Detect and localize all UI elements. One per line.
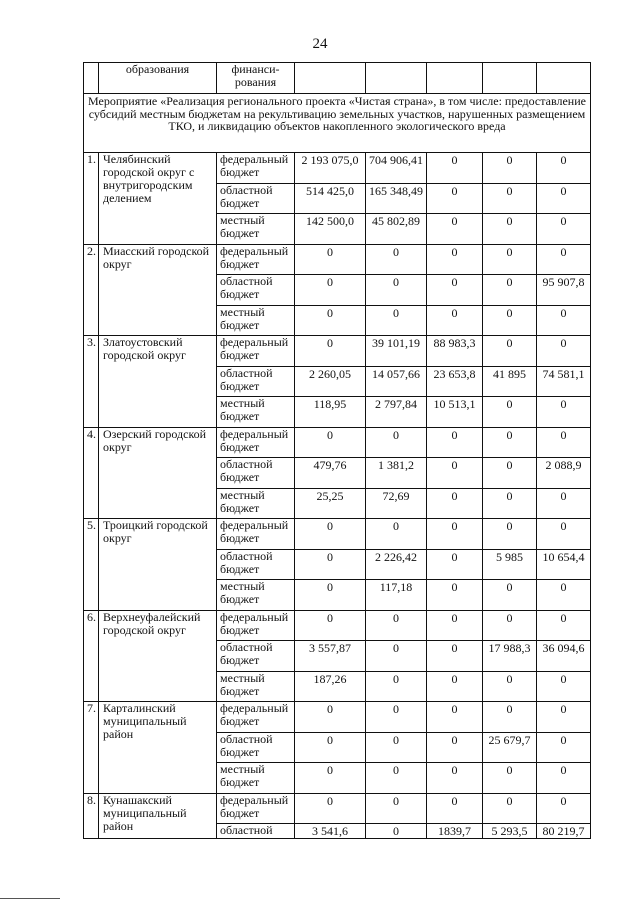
value-cell: 72,69	[366, 488, 427, 519]
value-cell: 0	[427, 275, 483, 306]
budget-type: федеральный бюджет	[217, 702, 295, 733]
value-cell: 0	[483, 610, 537, 641]
table-row	[84, 153, 591, 184]
header-cell-empty	[84, 63, 99, 94]
value-cell: 25 679,7	[483, 732, 537, 763]
value-cell: 0	[537, 488, 591, 519]
budget-type: федеральный бюджет	[217, 793, 295, 824]
table-row	[84, 519, 591, 550]
value-cell: 1839,7	[427, 824, 483, 839]
value-cell: 5 985	[483, 549, 537, 580]
value-cell: 0	[537, 183, 591, 214]
value-cell: 0	[427, 305, 483, 336]
value-cell: 2 260,05	[295, 366, 366, 397]
budget-type: областной бюджет	[217, 275, 295, 306]
header-cell-empty	[537, 63, 591, 94]
value-cell: 41 895	[483, 366, 537, 397]
municipality-name: Троицкий городской округ	[99, 519, 217, 611]
value-cell: 0	[483, 488, 537, 519]
municipality-name: Златоустовский городской округ	[99, 336, 217, 428]
value-cell: 0	[483, 763, 537, 794]
budget-type: местный бюджет	[217, 488, 295, 519]
value-cell: 0	[427, 214, 483, 245]
value-cell: 0	[295, 610, 366, 641]
value-cell: 117,18	[366, 580, 427, 611]
value-cell: 88 983,3	[427, 336, 483, 367]
value-cell: 0	[537, 427, 591, 458]
municipality-name: Кунашакский муниципальный район	[99, 793, 217, 839]
budget-type: областной	[217, 824, 295, 839]
budget-type: федеральный бюджет	[217, 610, 295, 641]
budget-type: областной бюджет	[217, 366, 295, 397]
value-cell: 0	[366, 275, 427, 306]
value-cell: 0	[483, 214, 537, 245]
value-cell: 142 500,0	[295, 214, 366, 245]
value-cell: 0	[483, 427, 537, 458]
value-cell: 0	[295, 336, 366, 367]
budget-type: областной бюджет	[217, 183, 295, 214]
value-cell: 0	[427, 763, 483, 794]
value-cell: 0	[483, 275, 537, 306]
value-cell: 0	[483, 458, 537, 489]
value-cell: 0	[427, 244, 483, 275]
value-cell: 14 057,66	[366, 366, 427, 397]
table-row	[84, 793, 591, 824]
value-cell: 0	[366, 427, 427, 458]
value-cell: 0	[295, 793, 366, 824]
budget-type: местный бюджет	[217, 214, 295, 245]
budget-type: местный бюджет	[217, 305, 295, 336]
budget-type: областной бюджет	[217, 641, 295, 672]
table-row	[84, 336, 591, 367]
value-cell: 2 088,9	[537, 458, 591, 489]
value-cell: 0	[295, 427, 366, 458]
municipality-name: Озерский городской округ	[99, 427, 217, 519]
financing-table	[83, 62, 591, 839]
value-cell: 0	[366, 702, 427, 733]
value-cell: 118,95	[295, 397, 366, 428]
value-cell: 0	[483, 793, 537, 824]
header-cell-source: финанси- рования	[217, 63, 295, 94]
value-cell: 0	[366, 824, 427, 839]
value-cell: 0	[537, 305, 591, 336]
value-cell: 80 219,7	[537, 824, 591, 839]
value-cell: 5 293,5	[483, 824, 537, 839]
value-cell: 165 348,49	[366, 183, 427, 214]
value-cell: 479,76	[295, 458, 366, 489]
value-cell: 36 094,6	[537, 641, 591, 672]
value-cell: 74 581,1	[537, 366, 591, 397]
value-cell: 0	[483, 244, 537, 275]
row-number: 1.	[84, 153, 99, 245]
budget-type: местный бюджет	[217, 580, 295, 611]
value-cell: 2 797,84	[366, 397, 427, 428]
value-cell: 0	[366, 641, 427, 672]
budget-type: федеральный бюджет	[217, 427, 295, 458]
value-cell: 0	[537, 732, 591, 763]
value-cell: 0	[427, 580, 483, 611]
value-cell: 0	[427, 732, 483, 763]
footer-line	[0, 898, 60, 899]
value-cell: 0	[483, 671, 537, 702]
budget-type: местный бюджет	[217, 763, 295, 794]
value-cell: 0	[427, 702, 483, 733]
value-cell: 0	[483, 702, 537, 733]
value-cell: 0	[366, 671, 427, 702]
value-cell: 0	[366, 763, 427, 794]
budget-type: областной бюджет	[217, 732, 295, 763]
value-cell: 0	[295, 305, 366, 336]
row-number: 6.	[84, 610, 99, 702]
value-cell: 39 101,19	[366, 336, 427, 367]
value-cell: 2 193 075,0	[295, 153, 366, 184]
budget-type: федеральный бюджет	[217, 153, 295, 184]
value-cell: 0	[427, 641, 483, 672]
budget-type: областной бюджет	[217, 549, 295, 580]
header-row	[84, 63, 591, 94]
section-title: Мероприятие «Реализация регионального проекта «Чистая страна», в том числе: предоставление субсидий местным бюджетам на рекультивацию земельных участков, нарушенных размещением ТКО, и ликвидацию объектов накопленного экологического вреда	[84, 94, 591, 153]
value-cell: 0	[537, 336, 591, 367]
value-cell: 0	[427, 610, 483, 641]
value-cell: 17 988,3	[483, 641, 537, 672]
value-cell: 0	[537, 244, 591, 275]
table-row	[84, 244, 591, 275]
value-cell: 0	[295, 763, 366, 794]
value-cell: 2 226,42	[366, 549, 427, 580]
value-cell: 0	[295, 519, 366, 550]
value-cell: 23 653,8	[427, 366, 483, 397]
header-cell-empty	[295, 63, 366, 94]
header-cell-empty	[427, 63, 483, 94]
value-cell: 0	[537, 153, 591, 184]
value-cell: 25,25	[295, 488, 366, 519]
value-cell: 0	[537, 214, 591, 245]
value-cell: 0	[366, 519, 427, 550]
value-cell: 0	[427, 671, 483, 702]
budget-type: федеральный бюджет	[217, 244, 295, 275]
value-cell: 0	[427, 458, 483, 489]
header-cell-name: образования	[99, 63, 217, 94]
value-cell: 0	[295, 244, 366, 275]
value-cell: 0	[427, 183, 483, 214]
value-cell: 0	[366, 793, 427, 824]
value-cell: 0	[366, 610, 427, 641]
value-cell: 95 907,8	[537, 275, 591, 306]
value-cell: 0	[295, 275, 366, 306]
row-number: 3.	[84, 336, 99, 428]
value-cell: 0	[366, 732, 427, 763]
section-row	[84, 94, 591, 153]
header-cell-empty	[366, 63, 427, 94]
budget-type: местный бюджет	[217, 671, 295, 702]
table-row	[84, 610, 591, 641]
value-cell: 0	[483, 153, 537, 184]
value-cell: 0	[427, 488, 483, 519]
value-cell: 0	[537, 397, 591, 428]
value-cell: 10 654,4	[537, 549, 591, 580]
value-cell: 0	[537, 793, 591, 824]
table-body	[84, 63, 591, 839]
value-cell: 0	[537, 519, 591, 550]
value-cell: 0	[366, 305, 427, 336]
value-cell: 0	[537, 580, 591, 611]
value-cell: 1 381,2	[366, 458, 427, 489]
row-number: 7.	[84, 702, 99, 794]
value-cell: 0	[427, 549, 483, 580]
value-cell: 514 425,0	[295, 183, 366, 214]
value-cell: 0	[427, 793, 483, 824]
budget-type: федеральный бюджет	[217, 336, 295, 367]
value-cell: 0	[537, 610, 591, 641]
table-row	[84, 427, 591, 458]
value-cell: 0	[427, 427, 483, 458]
value-cell: 0	[483, 519, 537, 550]
value-cell: 45 802,89	[366, 214, 427, 245]
budget-type: федеральный бюджет	[217, 519, 295, 550]
municipality-name: Миасский городской округ	[99, 244, 217, 336]
value-cell: 187,26	[295, 671, 366, 702]
row-number: 5.	[84, 519, 99, 611]
value-cell: 0	[537, 763, 591, 794]
value-cell: 0	[483, 397, 537, 428]
value-cell: 0	[366, 244, 427, 275]
header-cell-empty	[483, 63, 537, 94]
value-cell: 0	[537, 702, 591, 733]
municipality-name: Карталинский муниципальный район	[99, 702, 217, 794]
budget-type: местный бюджет	[217, 397, 295, 428]
value-cell: 0	[483, 305, 537, 336]
value-cell: 704 906,41	[366, 153, 427, 184]
row-number: 8.	[84, 793, 99, 839]
municipality-name: Челябинский городской округ с внутригородским делением	[99, 153, 217, 245]
row-number: 2.	[84, 244, 99, 336]
row-number: 4.	[84, 427, 99, 519]
value-cell: 0	[295, 732, 366, 763]
value-cell: 10 513,1	[427, 397, 483, 428]
value-cell: 3 557,87	[295, 641, 366, 672]
value-cell: 0	[295, 702, 366, 733]
table-row	[84, 702, 591, 733]
value-cell: 0	[483, 183, 537, 214]
value-cell: 0	[295, 580, 366, 611]
value-cell: 0	[427, 153, 483, 184]
value-cell: 3 541,6	[295, 824, 366, 839]
page-number: 24	[312, 36, 328, 52]
value-cell: 0	[427, 519, 483, 550]
budget-type: областной бюджет	[217, 458, 295, 489]
value-cell: 0	[537, 671, 591, 702]
municipality-name: Верхнеуфалейский городской округ	[99, 610, 217, 702]
value-cell: 0	[483, 336, 537, 367]
value-cell: 0	[295, 549, 366, 580]
value-cell: 0	[483, 580, 537, 611]
